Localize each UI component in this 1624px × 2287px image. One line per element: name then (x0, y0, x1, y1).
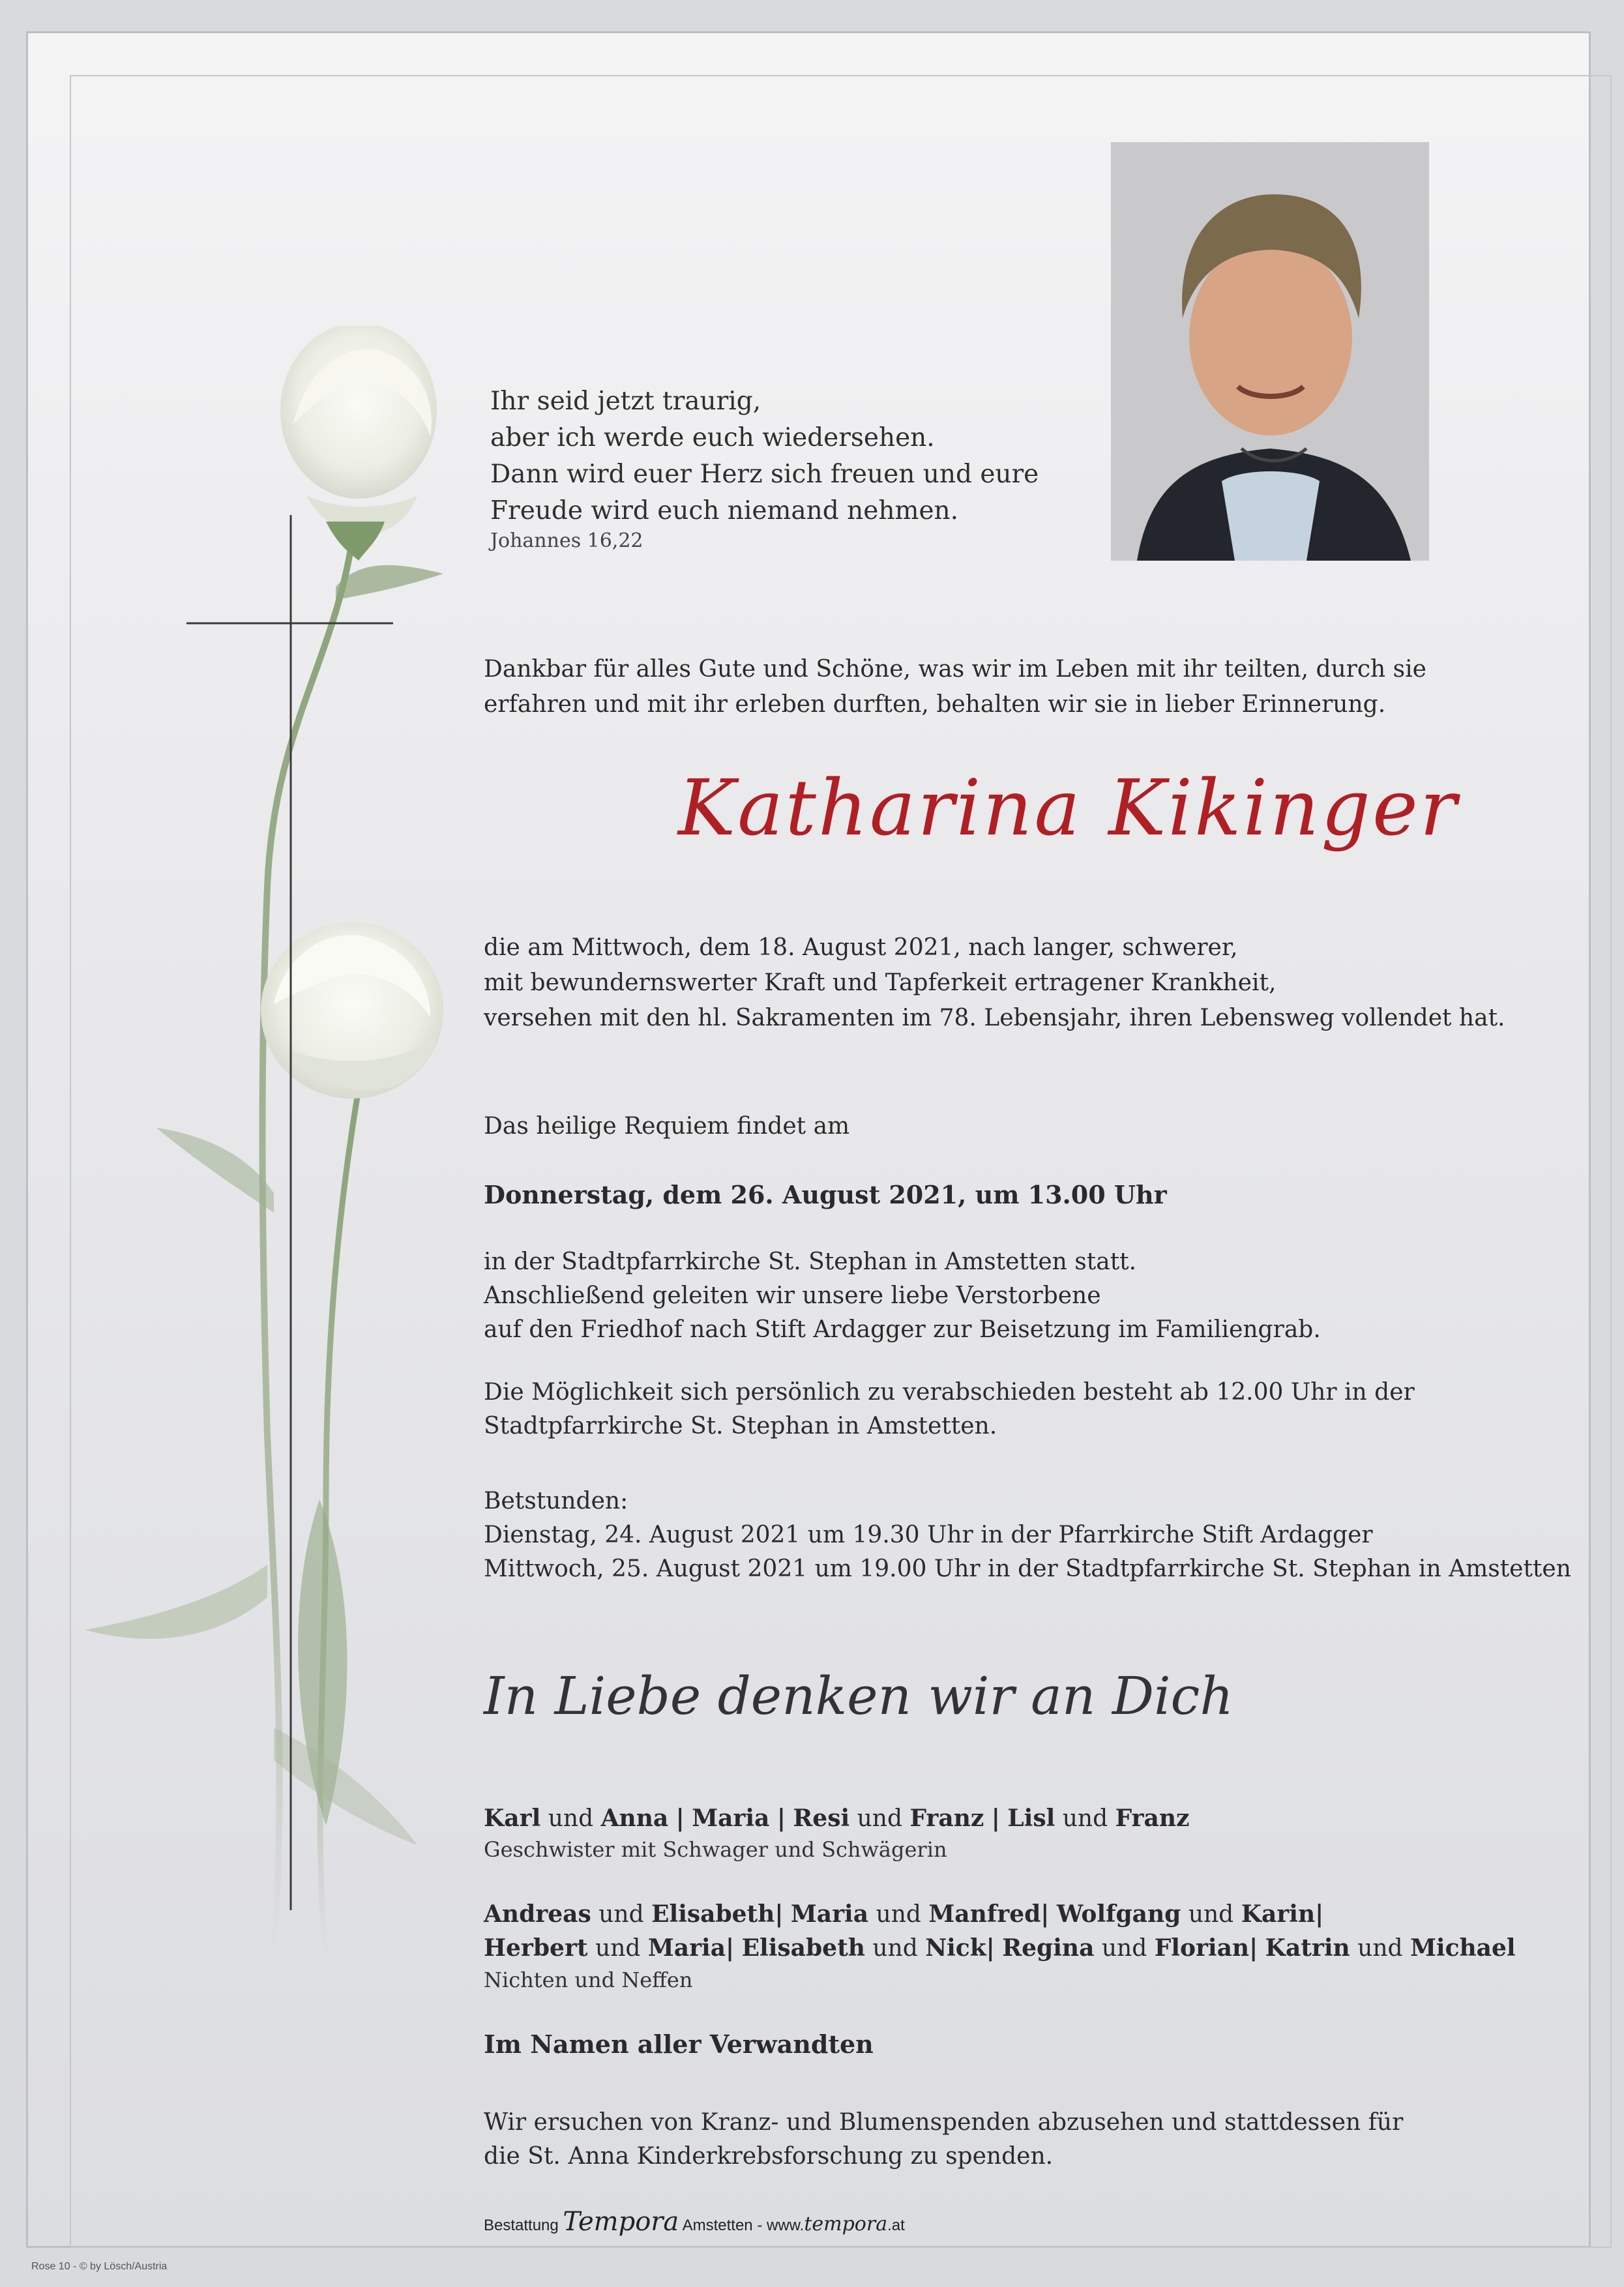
bible-quote (490, 383, 1039, 529)
relative-name: Florian (1154, 1934, 1250, 1962)
text-line: erfahren und mit ihr erleben durften, behalten wir sie in lieber Erinnerung. (484, 691, 1386, 718)
relative-name: Elisabeth (741, 1934, 865, 1962)
web-prefix: www. (767, 2217, 805, 2234)
nieces-relation: Nichten und Neffen (484, 1968, 693, 1992)
sibling-name: Maria (692, 1805, 770, 1832)
separator: | (775, 1900, 784, 1928)
conjunction: und (1357, 1935, 1403, 1962)
funeral-home-logo: Tempora (563, 2207, 679, 2237)
quote-line: Dann wird euer Herz sich freuen und eure (490, 460, 1039, 489)
separator: | (1249, 1934, 1258, 1962)
text-line: Wir ersuchen von Kranz- und Blumenspenden abzusehen und stattdessen für (484, 2109, 1404, 2136)
passing-text (484, 930, 1505, 1036)
text-line: Die Möglichkeit sich persönlich zu verabschieden besteht ab 12.00 Uhr in der (484, 1379, 1415, 1406)
requiem-intro: Das heilige Requiem findet am (484, 1113, 850, 1140)
relative-name: Elisabeth (651, 1900, 775, 1928)
conjunction: und (857, 1805, 903, 1832)
text-line: die St. Anna Kinderkrebsforschung zu spenden. (484, 2143, 1054, 2170)
text-line: Dienstag, 24. August 2021 um 19.30 Uhr in der Pfarrkirche Stift Ardagger (484, 1522, 1373, 1548)
footer-website[interactable] (767, 2213, 905, 2235)
separator: | (726, 1934, 735, 1962)
relative-name: Manfred (928, 1900, 1041, 1928)
deceased-name: Katharina Kikinger (678, 763, 1459, 853)
on-behalf: Im Namen aller Verwandten (484, 2029, 874, 2059)
sibling-name: Lisl (1007, 1805, 1056, 1832)
sibling-name: Franz (1115, 1805, 1190, 1832)
relative-name: Katrin (1265, 1934, 1350, 1962)
portrait-photo (1111, 142, 1429, 561)
funeral-home-footer (484, 2207, 905, 2237)
text-line: versehen mit den hl. Sakramenten im 78. Lebensjahr, ihren Lebensweg vollendet hat. (484, 1005, 1505, 1031)
conjunction: und (876, 1901, 921, 1928)
footer-prefix: Bestattung (484, 2217, 559, 2234)
sibling-name: Anna (600, 1805, 669, 1832)
relative-name: Maria (790, 1900, 869, 1928)
rose-cross-illustration (78, 326, 495, 2086)
love-heading: In Liebe denken wir an Dich (484, 1666, 1233, 1726)
text-line: Betstunden: (484, 1488, 628, 1514)
relative-name: Maria (647, 1934, 726, 1962)
conjunction: und (548, 1805, 594, 1832)
relative-name: Herbert (484, 1934, 588, 1962)
relative-name: Nick (925, 1934, 986, 1962)
quote-line: aber ich werde euch wiedersehen. (490, 423, 935, 452)
web-brand: tempora (804, 2213, 888, 2235)
separator: | (1315, 1900, 1324, 1928)
relative-name: Michael (1410, 1934, 1516, 1962)
conjunction: und (1062, 1805, 1108, 1832)
text-line: in der Stadtpfarrkirche St. Stephan in Amstetten statt. (484, 1248, 1137, 1275)
separator: | (776, 1805, 786, 1832)
requiem-details (484, 1245, 1321, 1347)
relative-name: Karin (1241, 1900, 1316, 1928)
separator: | (991, 1805, 1000, 1832)
conjunction: und (1188, 1901, 1234, 1928)
requiem-date: Donnerstag, dem 26. August 2021, um 13.00 Uhr (484, 1180, 1167, 1209)
text-line: die am Mittwoch, dem 18. August 2021, nach langer, schwerer, (484, 934, 1238, 961)
sibling-name: Resi (793, 1805, 850, 1832)
conjunction: und (595, 1935, 641, 1962)
sibling-name: Franz (909, 1805, 984, 1832)
prayer-hours (484, 1484, 1571, 1586)
text-line: auf den Friedhof nach Stift Ardagger zur Beisetzung im Familiengrab. (484, 1316, 1321, 1343)
relative-name: Andreas (484, 1900, 591, 1928)
siblings-names (484, 1801, 1189, 1836)
donation-request (484, 2106, 1403, 2174)
separator: | (675, 1805, 685, 1832)
conjunction: und (598, 1901, 644, 1928)
web-suffix: .at (887, 2217, 905, 2234)
conjunction: und (872, 1935, 918, 1962)
text-line: Stadtpfarrkirche St. Stephan in Amstetten. (484, 1413, 997, 1439)
nieces-line-1 (484, 1897, 1323, 1932)
gratitude-text (484, 652, 1426, 722)
relative-name: Wolfgang (1056, 1900, 1181, 1928)
conjunction: und (1101, 1935, 1147, 1962)
text-line: Mittwoch, 25. August 2021 um 19.00 Uhr in der Stadtpfarrkirche St. Stephan in Amstetten (484, 1556, 1571, 1582)
sibling-name: Karl (484, 1805, 541, 1832)
siblings-relation: Geschwister mit Schwager und Schwägerin (484, 1837, 947, 1862)
text-line: Dankbar für alles Gute und Schöne, was wir im Leben mit ihr teilten, durch sie (484, 656, 1426, 683)
relative-name: Regina (1002, 1934, 1095, 1962)
portrait-illustration (1111, 142, 1429, 561)
footer-city: Amstetten - (682, 2217, 763, 2234)
farewell-info (484, 1376, 1415, 1443)
quote-line: Freude wird euch niemand nehmen. (490, 496, 959, 525)
separator: | (1041, 1900, 1050, 1928)
text-line: Anschließend geleiten wir unsere liebe Verstorbene (484, 1282, 1101, 1309)
text-line: mit bewundernswerter Kraft und Tapferkeit ertragener Krankheit, (484, 969, 1277, 996)
image-credit: Rose 10 - © by Lösch/Austria (31, 2261, 168, 2272)
separator: | (986, 1934, 995, 1962)
nieces-line-2 (484, 1931, 1516, 1966)
quote-source: Johannes 16,22 (490, 529, 643, 552)
quote-line: Ihr seid jetzt traurig, (490, 387, 761, 416)
